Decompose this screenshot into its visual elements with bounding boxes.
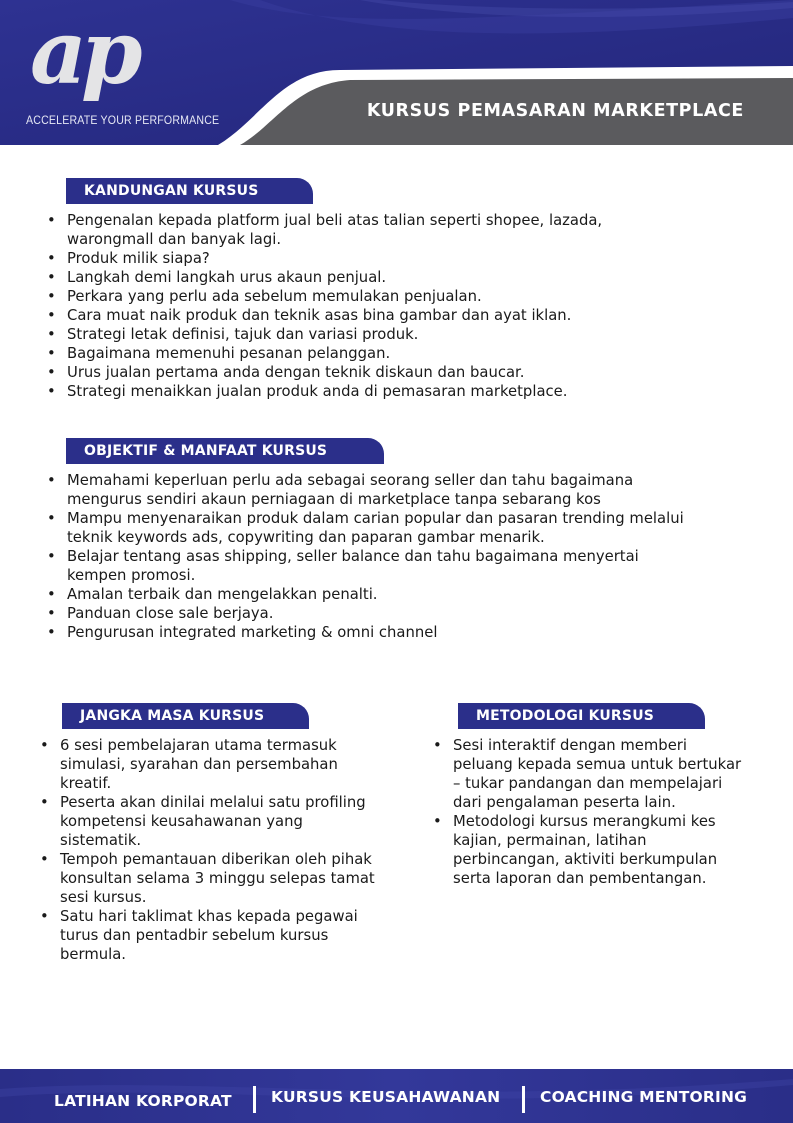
kandungan-list [47, 211, 657, 401]
logo-tagline: ACCELERATE YOUR PERFORMANCE [26, 115, 220, 127]
list-item: • Metodologi kursus merangkumi kes kajian, permainan, latihan perbincangan, aktiviti berkumpulan serta laporan dan pembentangan. [433, 812, 743, 888]
metodologi-list [433, 736, 743, 888]
list-item: • Urus jualan pertama anda dengan teknik diskaun dan baucar. [47, 363, 657, 382]
list-item: • Satu hari taklimat khas kepada pegawai turus dan pentadbir sebelum kursus bermula. [40, 907, 375, 964]
footer-item-coaching: COACHING MENTORING [540, 1088, 748, 1106]
list-item: • Pengurusan integrated marketing & omni channel [47, 623, 687, 642]
list-item: • Amalan terbaik dan mengelakkan penalti. [47, 585, 687, 604]
section-label-objektif: OBJEKTIF & MANFAAT KURSUS [66, 438, 384, 464]
section-label-jangka: JANGKA MASA KURSUS [62, 703, 309, 729]
list-item: • Cara muat naik produk dan teknik asas bina gambar dan ayat iklan. [47, 306, 657, 325]
list-item: • Panduan close sale berjaya. [47, 604, 687, 623]
ap-logo: ap [30, 0, 137, 104]
section-label-metodologi: METODOLOGI KURSUS [458, 703, 705, 729]
list-item: • 6 sesi pembelajaran utama termasuk simulasi, syarahan dan persembahan kreatif. [40, 736, 375, 793]
list-item: • Bagaimana memenuhi pesanan pelanggan. [47, 344, 657, 363]
footer-divider [522, 1086, 525, 1113]
jangka-list [40, 736, 375, 964]
section-label-kandungan: KANDUNGAN KURSUS [66, 178, 313, 204]
list-item: • Peserta akan dinilai melalui satu profiling kompetensi keusahawanan yang sistematik. [40, 793, 375, 850]
list-item: • Tempoh pemantauan diberikan oleh pihak konsultan selama 3 minggu selepas tamat sesi kursus. [40, 850, 375, 907]
list-item: • Strategi menaikkan jualan produk anda di pemasaran marketplace. [47, 382, 657, 401]
list-item: • Memahami keperluan perlu ada sebagai seorang seller dan tahu bagaimana mengurus sendiri akaun perniagaan di marketplace tanpa sebarang kos [47, 471, 687, 509]
list-item: • Belajar tentang asas shipping, seller balance dan tahu bagaimana menyertai kempen promosi. [47, 547, 687, 585]
footer-item-kursus: KURSUS KEUSAHAWANAN [271, 1088, 501, 1106]
footer-divider [253, 1086, 256, 1113]
list-item: • Produk milik siapa? [47, 249, 657, 268]
list-item: • Strategi letak definisi, tajuk dan variasi produk. [47, 325, 657, 344]
list-item: • Mampu menyenaraikan produk dalam carian popular dan pasaran trending melalui teknik keywords ads, copywriting dan paparan gambar menarik. [47, 509, 687, 547]
list-item: • Sesi interaktif dengan memberi peluang kepada semua untuk bertukar – tukar pandangan dan mempelajari dari pengalaman peserta lain. [433, 736, 743, 812]
list-item: • Perkara yang perlu ada sebelum memulakan penjualan. [47, 287, 657, 306]
footer-item-latihan: LATIHAN KORPORAT [54, 1092, 232, 1110]
list-item: • Pengenalan kepada platform jual beli atas talian seperti shopee, lazada, warongmall dan banyak lagi. [47, 211, 657, 249]
page-title: KURSUS PEMASARAN MARKETPLACE [366, 101, 744, 121]
list-item: • Langkah demi langkah urus akaun penjual. [47, 268, 657, 287]
objektif-list [47, 471, 687, 642]
